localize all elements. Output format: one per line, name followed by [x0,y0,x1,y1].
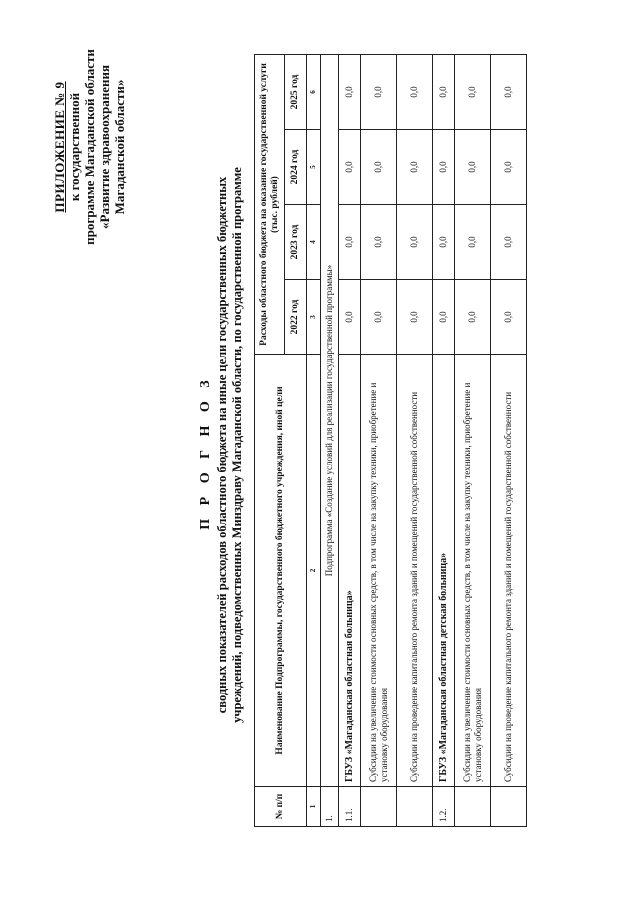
row-name: ГБУЗ «Магаданская областная детская больница» [433,355,455,787]
table-row [455,55,491,827]
row-value: 0,0 [455,55,491,130]
document-title: П Р О Г Н О З [198,375,213,530]
row-value: 0,0 [361,280,397,355]
row-value: 0,0 [433,280,455,355]
subtitle-line: сводных показателей расходов областного бюджета на иные цели государственных бюджетных [215,176,229,714]
document-subtitle [215,85,245,805]
row-value: 0,0 [491,205,527,280]
col-number: 3 [307,280,321,355]
row-num [397,787,433,827]
row-num [361,787,397,827]
appendix-line: «Развитие здравоохранения [97,65,112,229]
table-row [339,55,361,827]
row-value: 0,0 [361,55,397,130]
appendix-line: программе Магаданской области [82,49,97,245]
col-number: 6 [307,55,321,130]
forecast-table [254,54,527,827]
row-name: Субсидии на увеличение стоимости основных средств, в том числе на закупку техники, приобретение и установку оборудования [361,355,397,787]
row-value: 0,0 [397,280,433,355]
row-value: 0,0 [491,130,527,205]
header-year: 2023 год [285,205,307,280]
subprogram-name: Подпрограмма «Создание условий для реализации государственной программы» [321,55,339,787]
header-name: Наименование Подпрограммы, государственного бюджетного учреждения, иной цели [255,355,307,787]
header-num: № п/п [255,787,307,827]
row-value: 0,0 [339,55,361,130]
row-value: 0,0 [361,130,397,205]
col-number: 5 [307,130,321,205]
row-value: 0,0 [339,130,361,205]
row-value: 0,0 [397,130,433,205]
row-value: 0,0 [339,280,361,355]
table-row [397,55,433,827]
row-name: Субсидии на проведение капитального ремонта зданий и помещений государственной собственности [491,355,527,787]
col-number: 2 [307,355,321,787]
row-name: ГБУЗ «Магаданская областная больница» [339,355,361,787]
row-num [491,787,527,827]
row-name: Субсидии на увеличение стоимости основных средств, в том числе на закупку техники, приобретение и установку оборудования [455,355,491,787]
row-num: 1. [321,787,339,827]
table-row [491,55,527,827]
table-row [433,55,455,827]
appendix-line: к государственной [67,92,82,202]
row-name: Субсидии на проведение капитального ремонта зданий и помещений государственной собственности [397,355,433,787]
row-value: 0,0 [433,130,455,205]
subtitle-line: учреждений, подведомственных Минздраву Магаданской области, по государственной программе [230,167,244,723]
subprogram-row [321,55,339,827]
row-value: 0,0 [339,205,361,280]
appendix-block [52,17,127,277]
table-row [361,55,397,827]
row-num: 1.2. [433,787,455,827]
header-year: 2024 год [285,130,307,205]
row-value: 0,0 [433,55,455,130]
row-num [455,787,491,827]
row-value: 0,0 [491,55,527,130]
header-year: 2025 год [285,55,307,130]
appendix-title: ПРИЛОЖЕНИЕ № 9 [52,81,67,213]
header-expenses: Расходы областного бюджета на оказание государственной услуги (тыс. рублей) [255,55,285,355]
header-year: 2022 год [285,280,307,355]
appendix-line: Магаданской области» [112,79,127,215]
row-value: 0,0 [455,130,491,205]
column-number-row [307,55,321,827]
row-value: 0,0 [433,205,455,280]
row-value: 0,0 [397,205,433,280]
row-num: 1.1. [339,787,361,827]
row-value: 0,0 [491,280,527,355]
row-value: 0,0 [455,205,491,280]
col-number: 4 [307,205,321,280]
row-value: 0,0 [455,280,491,355]
row-value: 0,0 [397,55,433,130]
row-value: 0,0 [361,205,397,280]
col-number: 1 [307,787,321,827]
